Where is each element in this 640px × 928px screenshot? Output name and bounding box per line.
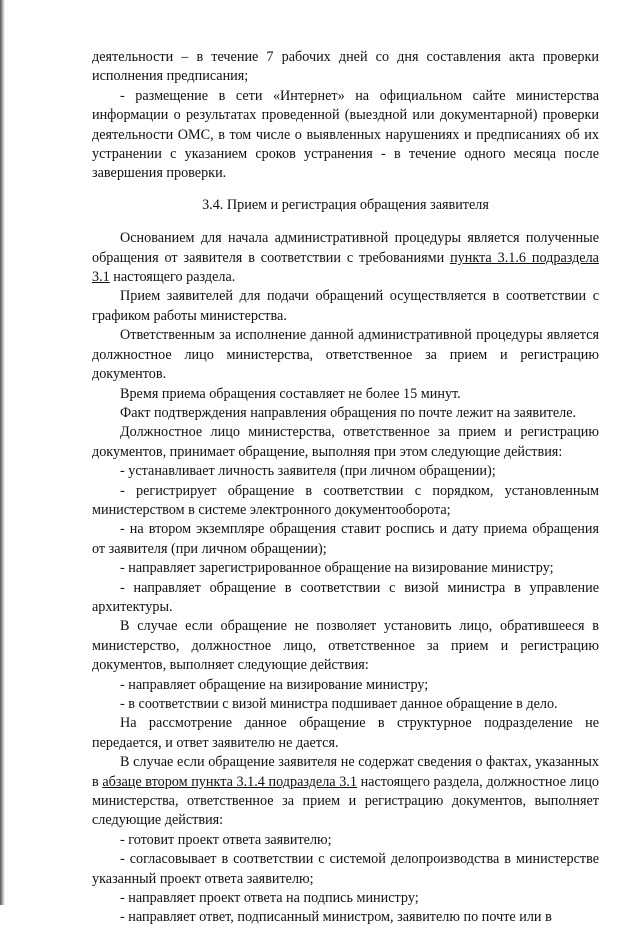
paragraph-text: настоящего раздела.: [109, 269, 236, 286]
paragraph: Должностное лицо министерства, ответственное за прием и регистрацию документов, принимает обращение, выполняя при этом следующие действия:: [92, 424, 599, 460]
paragraph: Прием заявителей для подачи обращений осуществляется в соответствии с графиком работы министерства.: [92, 288, 599, 324]
section-heading: 3.4. Прием и регистрация обращения заявителя: [202, 196, 489, 213]
list-item: - в соответствии с визой министра подшивает данное обращение в дело.: [120, 696, 558, 712]
list-item: - направляет ответ, подписанный министром, заявителю по почте или в: [120, 909, 552, 926]
paragraph: деятельности – в течение 7 рабочих дней со дня составления акта проверки исполнения предписания;: [92, 49, 599, 85]
list-item: - направляет проект ответа на подпись министру;: [120, 890, 419, 907]
list-item: - регистрирует обращение в соответствии с порядком, установленным министерством в системе электронного документооборота;: [92, 482, 599, 518]
paragraph-no-facts: [92, 753, 599, 831]
list-item: - устанавливает личность заявителя (при личном обращении);: [120, 463, 496, 480]
list-item: - направляет зарегистрированное обращение на визирование министру;: [120, 560, 554, 577]
list-item: - согласовывает в соответствии с системой делопроизводства в министерстве указанный проект ответа заявителю;: [92, 851, 599, 887]
paragraph-basis: [92, 229, 599, 287]
document-page: [92, 48, 599, 928]
scan-edge: [0, 0, 5, 905]
list-item: - направляет обращение на визирование министру;: [120, 676, 429, 693]
list-item: - направляет обращение в соответствии с визой министра в управление архитектуры.: [92, 579, 599, 615]
paragraph-text: настоящего раздела, должностное лицо министерства, ответственное за прием и регистрацию документов, выполняет следующие действия:: [92, 773, 600, 829]
reference-link[interactable]: пункта 3.1.6 подраздела 3.1: [92, 249, 599, 286]
paragraph: Факт подтверждения направления обращения по почте лежит на заявителе.: [120, 404, 577, 421]
list-item: - на втором экземпляре обращения ставит роспись и дату приема обращения от заявителя (при личном обращении);: [92, 521, 599, 557]
paragraph: - размещение в сети «Интернет» на официальном сайте министерства информации о результатах проведенной (выездной или документарной) проверки деятельности ОМС, в том числе о выявленных нарушениях и предписаниях об их устранении с указанием сроков устранения - в течение одного месяца после завершения проверки.: [92, 87, 599, 182]
list-item: - готовит проект ответа заявителю;: [120, 831, 332, 848]
paragraph: Время приема обращения составляет не более 15 минут.: [120, 385, 461, 402]
paragraph: В случае если обращение не позволяет установить лицо, обратившееся в министерство, должностное лицо, ответственное за прием и регистрацию документов, выполняет следующие действия:: [92, 618, 599, 674]
paragraph: Ответственным за исполнение данной административной процедуры является должностное лицо министерства, ответственное за прием и регистрацию документов.: [92, 327, 599, 383]
paragraph: На рассмотрение данное обращение в структурное подразделение не передается, и ответ заявителю не дается.: [92, 715, 599, 751]
paragraph-text: Основанием для начала административной процедуры является полученные обращения от заявителя в соответствии с требованиями: [92, 230, 599, 266]
reference-link[interactable]: абзаце втором пункта 3.1.4 подраздела 3.1: [102, 773, 357, 790]
paragraph-text: В случае если обращение заявителя не содержат сведения о фактах, указанных в: [92, 754, 599, 790]
